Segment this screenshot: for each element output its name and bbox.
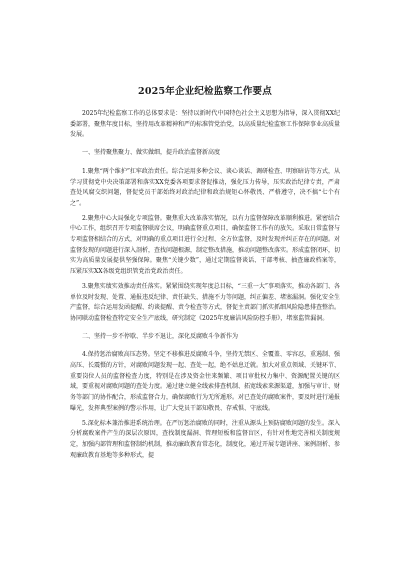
document-title: 2025年企业纪检监察工作要点 bbox=[138, 86, 272, 97]
item-paragraph-5: 5.深化标本兼治推进系统治理。在严厉惩治腐败的同时，注重从源头上预防腐败问题的发生。深入分析腐败案件产生的深层次原因，查找制度漏洞、管理短板和监督盲区，有针对性地完善相关制度规定，加强内部管理和监督制约机制，推动廉政教育常态化，制度化，通过开展专题讲座、案例剖析、参观廉政教育基地等多种形式，提 bbox=[70, 419, 341, 459]
item-paragraph-1: 1.聚焦“两个维护”扛牢政治责任。综合运用多种会议、谈心谈话、调研检查、明察暗访等方式，从学习贯彻党中央决策部署和落实XX党委各项要求督促推动，强化压力传导，压实政治纪律专责，严肃查处风腐交织问题，督促党员干部始终对政治纪律和政治规矩心怀敬畏、严格遵守，决不搞“七个有之”。 bbox=[70, 167, 340, 207]
item-paragraph-4: 4.保持惩治腐败高压态势。坚定不移推进反腐败斗争，坚持无禁区、全覆盖、零容忍，重遏制、强高压、长震慑的方针，对腐败问题发现一起、查处一起，绝不姑息迁就。加大对重点领域、关键环节、重要岗位人员的监督检查力度，特别是在涉及资金往来频繁、项目审批权力集中、资源配置关键的区域，要重视对腐败问题的查处力度。通过建立健全线索排查机制、拓宽线索来源渠道，加强与审计、财务等部门的协作配合，形成监督合力，确保腐败行为无所遁形。对已查处的腐败案件，要及时进行通报曝光，发挥典型案例的警示作用，让广大党员干部知敬畏、存戒惧、守底线。 bbox=[70, 351, 341, 412]
section-heading-2: 二、坚持一步不停歇、半步不退让，深化反腐败斗争新作为 bbox=[82, 332, 239, 340]
item-paragraph-3: 3.聚焦实绩实效推动责任落实。紧紧围绕实现年度总目标，“三重一大”事项落实，推动各部门、各单位及时发现、处置、通报违反纪律、责任缺失、措施不力等问题，纠正偏差、堵塞漏洞。强化安全生产监督，综合运用发函提醒、约谈提醒、责令检查等方式，督促主责部门抓实抓细风险隐患排查整治。协同联动监督检查特定安全生产底线，研究制定《2025年度廉洁风险防控手册》，堵塞监管漏洞。 bbox=[70, 282, 341, 322]
intro-paragraph: 2025年纪检监察工作的总体要求是：坚持以新时代中国特色社会主义思想为指导，深入贯彻XX纪委部署，聚焦年度目标，坚持用改革精神和严的标准管党治党，以高质量纪检监察工作保障事业高质量发展。 bbox=[70, 110, 341, 139]
item-paragraph-2: 2.聚焦中心大局强化专项监督。聚焦重大改革落实情况，以有力监督保障改革顺利推进。紧密结合中心工作，组织召开专项监督联席会议，明确监督重点项目，确保监督工作有的放矢。采取日常监督与专项监督相结合的方式，对明确的重点项目进行全过程、全方位监督，及时发现并纠正存在的问题。对监督发现的问题进行深入剖析，查找问题根源，制定整改措施，推动问题整改落实。形成监督闭环，切实为高质量发展提供坚强保障。聚焦“关键少数”，通过定期监督谈话、干部考核、抽查廉政档案等，压紧压实XX各级党组织管党治党政治责任。 bbox=[70, 214, 341, 276]
section-heading-1: 一、坚持聚焦聚力、做实做细，提升政治监督新高度 bbox=[82, 149, 221, 157]
